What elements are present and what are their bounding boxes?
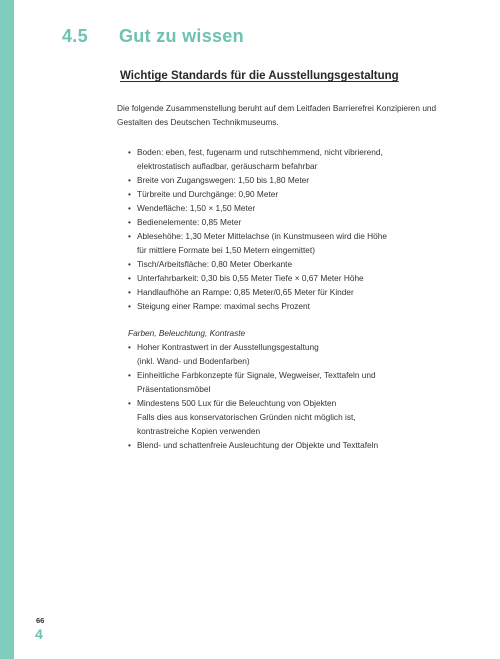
section-number: 4.5 xyxy=(62,26,88,46)
intro-line: Gestalten des Deutschen Technikmuseums. xyxy=(117,117,279,127)
list-item-text: • Breite von Zugangswegen: 1,50 bis 1,80 Meter xyxy=(137,175,310,185)
list-item xyxy=(128,340,469,368)
list-item-text: • Unterfahrbarkeit: 0,30 bis 0,55 Meter Tiefe × 0,67 Meter Höhe xyxy=(137,273,364,283)
list-item-text: kontrastreiche Kopien verwenden xyxy=(137,426,261,436)
list-item-text: • Handlaufhöhe an Rampe: 0,85 Meter/0,65 Meter für Kinder xyxy=(137,287,354,297)
list-item xyxy=(128,299,469,313)
list-item-text: • Ablesehöhe: 1,30 Meter Mittelachse (in Kunstmuseen wird die Höhe xyxy=(137,231,387,241)
list-item xyxy=(128,368,469,396)
list-item-text: Falls dies aus konservatorischen Gründen nicht möglich ist, xyxy=(137,412,356,422)
list-item-text: Präsentationsmöbel xyxy=(137,384,211,394)
list-item xyxy=(128,215,469,229)
list-item xyxy=(128,145,469,173)
chapter-number: 4 xyxy=(35,626,43,642)
list-item-text: für mittlere Formate bei 1,50 Metern eingemittet) xyxy=(137,245,315,255)
subheading: Wichtige Standards für die Ausstellungsgestaltung xyxy=(120,70,399,82)
list-item xyxy=(128,201,469,215)
list-item-text: (inkl. Wand- und Bodenfarben) xyxy=(137,356,250,366)
list-item-text: • Steigung einer Rampe: maximal sechs Prozent xyxy=(137,301,310,311)
list-item-text: • Mindestens 500 Lux für die Beleuchtung von Objekten xyxy=(137,398,337,408)
category-heading: Farben, Beleuchtung, Kontraste xyxy=(128,328,246,338)
intro-paragraph xyxy=(117,101,469,129)
list-item xyxy=(128,187,469,201)
list-item xyxy=(128,229,469,257)
list-item-text: • Einheitliche Farbkonzepte für Signale, Wegweiser, Texttafeln und xyxy=(137,370,376,380)
list-item-text: elektrostatisch aufladbar, geräuscharm befahrbar xyxy=(137,161,318,171)
list-item xyxy=(128,173,469,187)
list-item xyxy=(128,271,469,285)
list-item xyxy=(128,438,469,452)
main-content xyxy=(117,70,469,452)
lighting-list xyxy=(117,340,469,452)
section-title: Gut zu wissen xyxy=(119,26,244,46)
list-item-text: • Bedienelemente: 0,85 Meter xyxy=(137,217,242,227)
list-item-text: • Tisch/Arbeitsfläche: 0,80 Meter Oberkante xyxy=(137,259,293,269)
list-item-text: • Türbreite und Durchgänge: 0,90 Meter xyxy=(137,189,279,199)
standards-list xyxy=(117,145,469,313)
list-item-text: • Wendefläche: 1,50 × 1,50 Meter xyxy=(137,203,256,213)
list-item-text: • Hoher Kontrastwert in der Ausstellungsgestaltung xyxy=(137,342,319,352)
list-item xyxy=(128,396,469,438)
intro-line: Die folgende Zusammenstellung beruht auf dem Leitfaden Barrierefrei Konzipieren und xyxy=(117,103,437,113)
page-number: 66 xyxy=(36,616,45,625)
list-item-text: • Boden: eben, fest, fugenarm und rutschhemmend, nicht vibrierend, xyxy=(137,147,383,157)
sidebar-accent-bar xyxy=(0,0,14,659)
list-item xyxy=(128,257,469,271)
list-item xyxy=(128,285,469,299)
list-item-text: • Blend- und schattenfreie Ausleuchtung der Objekte und Texttafeln xyxy=(137,440,379,450)
